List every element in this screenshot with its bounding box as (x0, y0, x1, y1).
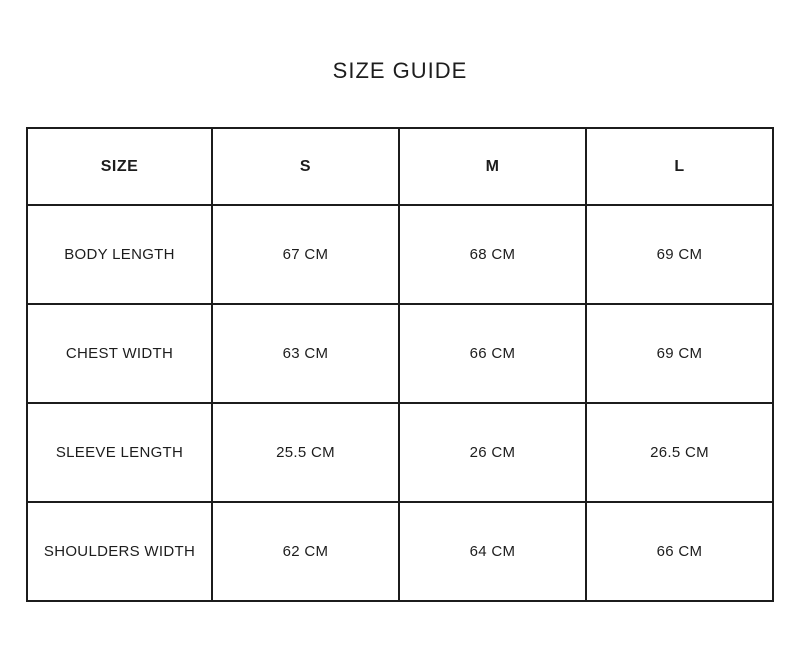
table-cell: 67 CM (212, 205, 399, 304)
table-cell: 64 CM (399, 502, 586, 601)
row-label: SLEEVE LENGTH (27, 403, 212, 502)
table-cell: 26 CM (399, 403, 586, 502)
table-row-chest-width (27, 304, 773, 403)
table-row-body-length (27, 205, 773, 304)
page-title: SIZE GUIDE (332, 58, 468, 83)
table-cell: 68 CM (399, 205, 586, 304)
row-label: CHEST WIDTH (27, 304, 212, 403)
column-header-size: SIZE (27, 128, 212, 205)
table-cell: 26.5 CM (586, 403, 773, 502)
column-header-s: S (212, 128, 399, 205)
column-header-l: L (586, 128, 773, 205)
table-cell: 63 CM (212, 304, 399, 403)
size-guide-table (26, 127, 774, 602)
table-row-shoulders-width (27, 502, 773, 601)
table-cell: 25.5 CM (212, 403, 399, 502)
table-cell: 62 CM (212, 502, 399, 601)
row-label: BODY LENGTH (27, 205, 212, 304)
table-row-sleeve-length (27, 403, 773, 502)
table-cell: 69 CM (586, 205, 773, 304)
table-header-row (27, 128, 773, 205)
row-label: SHOULDERS WIDTH (27, 502, 212, 601)
column-header-m: M (399, 128, 586, 205)
table-cell: 66 CM (399, 304, 586, 403)
table-cell: 69 CM (586, 304, 773, 403)
table-cell: 66 CM (586, 502, 773, 601)
